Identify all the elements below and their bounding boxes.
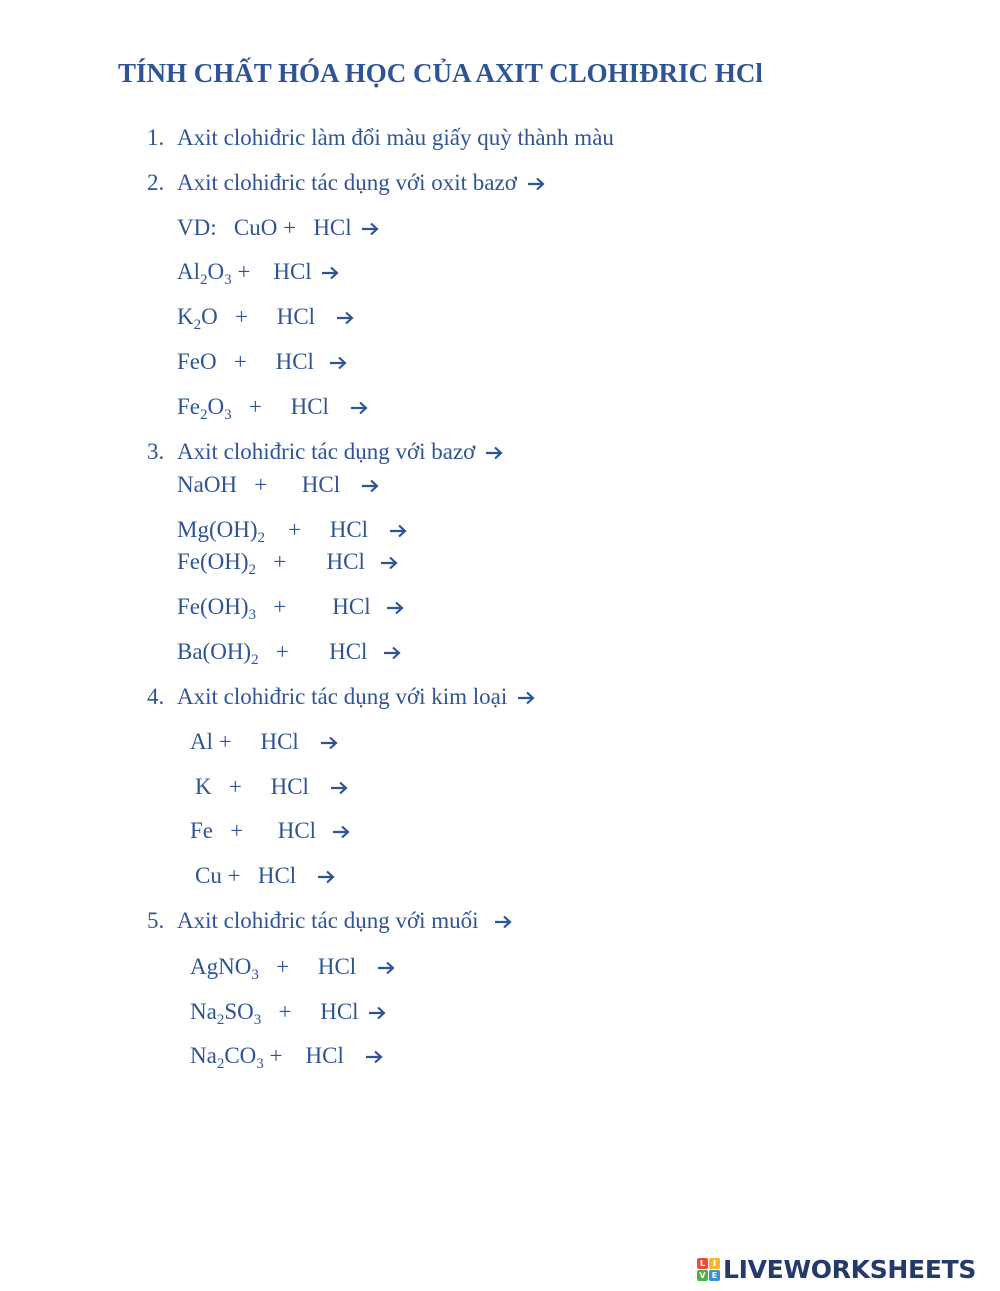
right-arrow-icon	[368, 1006, 386, 1020]
page-title: TÍNH CHẤT HÓA HỌC CỦA AXIT CLOHIĐRIC HCl	[118, 58, 763, 88]
equation-feo: FeO + HCl	[177, 347, 347, 377]
equation-na2so3: $Na_2SO_3$ + HCl	[190, 997, 386, 1027]
equation-fe: Fe + HCl	[190, 816, 350, 846]
section-4-heading: 4. Axit clohiđric tác dụng với kim loại	[147, 682, 535, 712]
right-arrow-icon	[361, 479, 379, 493]
right-arrow-icon	[317, 870, 335, 884]
logo-icon	[697, 1258, 720, 1281]
equation-cuo: VD: CuO + HCl	[177, 213, 379, 243]
equation-fe2o3: $Fe_2O_3$ + HCl	[177, 392, 368, 422]
right-arrow-icon	[527, 177, 545, 191]
right-arrow-icon	[377, 961, 395, 975]
equation-k: K + HCl	[195, 772, 348, 802]
section-2-heading: 2. Axit clohiđric tác dụng với oxit bazơ	[147, 168, 545, 198]
equation-feoh3: $Fe(OH)_3$ + HCl	[177, 592, 404, 622]
equation-naoh: NaOH + HCl	[177, 470, 379, 500]
equation-al2o3: $Al_2O_3$ + HCl	[177, 257, 339, 287]
right-arrow-icon	[321, 266, 339, 280]
logo-block-v: V	[697, 1270, 708, 1281]
right-arrow-icon	[330, 781, 348, 795]
equation-feoh2: $Fe(OH)_2$ + HCl	[177, 547, 398, 577]
equation-baoh2: $Ba(OH)_2$ + HCl	[177, 637, 401, 667]
right-arrow-icon	[361, 222, 379, 236]
equation-al: Al + HCl	[190, 727, 338, 757]
logo-text: LIVEWORKSHEETS	[723, 1254, 977, 1284]
right-arrow-icon	[383, 646, 401, 660]
right-arrow-icon	[380, 556, 398, 570]
logo-block-l: L	[697, 1258, 708, 1269]
logo-block-i: I	[709, 1258, 720, 1269]
liveworksheets-logo	[697, 1254, 976, 1284]
right-arrow-icon	[350, 401, 368, 415]
right-arrow-icon	[365, 1050, 383, 1064]
right-arrow-icon	[389, 524, 407, 538]
section-5-heading: 5. Axit clohiđric tác dụng với muối	[147, 906, 512, 936]
right-arrow-icon	[485, 446, 503, 460]
right-arrow-icon	[329, 356, 347, 370]
section-3-heading: 3. Axit clohiđric tác dụng với bazơ	[147, 437, 503, 467]
right-arrow-icon	[517, 691, 535, 705]
right-arrow-icon	[386, 601, 404, 615]
right-arrow-icon	[320, 736, 338, 750]
right-arrow-icon	[332, 825, 350, 839]
equation-k2o: $K_2O$ + HCl	[177, 302, 354, 332]
logo-block-e: E	[709, 1270, 720, 1281]
equation-cu: Cu + HCl	[195, 861, 335, 891]
right-arrow-icon	[494, 915, 512, 929]
equation-mgoh2: $Mg(OH)_2$ + HCl	[177, 515, 407, 545]
right-arrow-icon	[336, 311, 354, 325]
equation-na2co3: $Na_2CO_3$ + HCl	[190, 1041, 383, 1071]
section-1-heading: 1. Axit clohiđric làm đổi màu giấy quỳ thành màu	[147, 125, 614, 150]
equation-agno3: AgNO$_3$ + HCl	[190, 952, 395, 982]
